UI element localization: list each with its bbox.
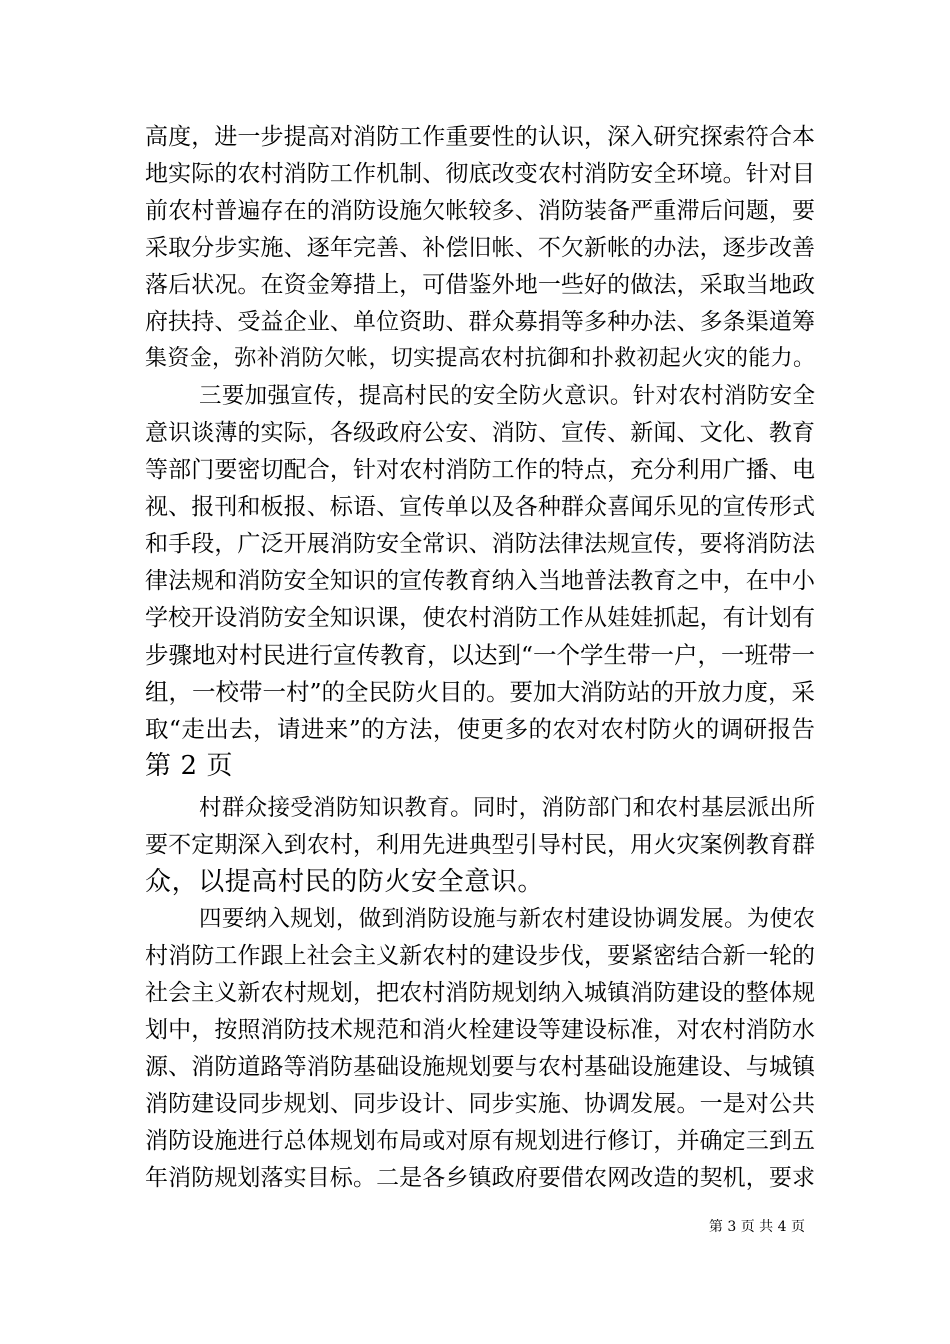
text-line: 高度，进一步提高对消防工作重要性的认识，深入研究探索符合本 [145,124,815,150]
text-line: 等部门要密切配合，针对农村消防工作的特点，充分利用广播、电 [145,457,815,483]
text-line: 众，以提高村民的防火安全意识。 [145,867,545,897]
inline-page-marker: 第 2 页 [145,751,234,781]
text-line: 集资金，弥补消防欠帐，切实提高农村抗御和扑救初起火灾的能力。 [145,346,815,371]
text-line: 组，一校带一村”的全民防火目的。要加大消防站的开放力度，采 [145,678,816,706]
text-line: 落后状况。在资金筹措上，可借鉴外地一些好的做法，采取当地政 [145,272,815,298]
paragraph-start-line: 村群众接受消防知识教育。同时，消防部门和农村基层派出所 [199,795,815,821]
text-line: 地实际的农村消防工作机制、彻底改变农村消防安全环境。针对目 [145,161,815,187]
text-line: 村消防工作跟上社会主义新农村的建设步伐，要紧密结合新一轮的 [145,943,815,969]
text-line: 取“走出去，请进来”的方法，使更多的农对农村防火的调研报告 [145,715,815,743]
paragraph-start-line: 三要加强宣传，提高村民的安全防火意识。针对农村消防安全 [199,383,815,409]
text-line: 府扶持、受益企业、单位资助、群众募捐等多种办法、多条渠道筹 [145,309,815,335]
text-line: 律法规和消防安全知识的宣传教育纳入当地普法教育之中，在中小 [145,568,815,594]
text-line: 意识谈薄的实际，各级政府公安、消防、宣传、新闻、文化、教育 [145,420,815,446]
text-line: 年消防规划落实目标。二是各乡镇政府要借农网改造的契机，要求 [145,1165,815,1191]
text-line: 消防设施进行总体规划布局或对原有规划进行修订，并确定三到五 [145,1128,815,1154]
text-line: 要不定期深入到农村，利用先进典型引导村民，用火灾案例教育群 [145,832,815,858]
text-line: 源、消防道路等消防基础设施规划要与农村基础设施建设、与城镇 [145,1054,815,1080]
text-line: 划中，按照消防技术规范和消火栓建设等建设标准，对农村消防水 [145,1017,815,1043]
paragraph-start-line: 四要纳入规划，做到消防设施与新农村建设协调发展。为使农 [199,906,815,932]
text-line: 视、报刊和板报、标语、宣传单以及各种群众喜闻乐见的宣传形式 [145,494,815,520]
text-line: 步骤地对村民进行宣传教育，以达到“一个学生带一户，一班带一 [145,641,816,669]
text-line: 和手段，广泛开展消防安全常识、消防法律法规宣传，要将消防法 [145,531,815,557]
text-line: 学校开设消防安全知识课，使农村消防工作从娃娃抓起，有计划有 [145,605,815,631]
text-line: 采取分步实施、逐年完善、补偿旧帐、不欠新帐的办法，逐步改善 [145,235,815,261]
text-line: 社会主义新农村规划，把农村消防规划纳入城镇消防建设的整体规 [145,980,815,1006]
text-line: 前农村普遍存在的消防设施欠帐较多、消防装备严重滞后问题，要 [145,198,815,224]
text-line: 消防建设同步规划、同步设计、同步实施、协调发展。一是对公共 [145,1091,815,1117]
page-number-footer: 第 3 页 共 4 页 [708,1219,805,1235]
